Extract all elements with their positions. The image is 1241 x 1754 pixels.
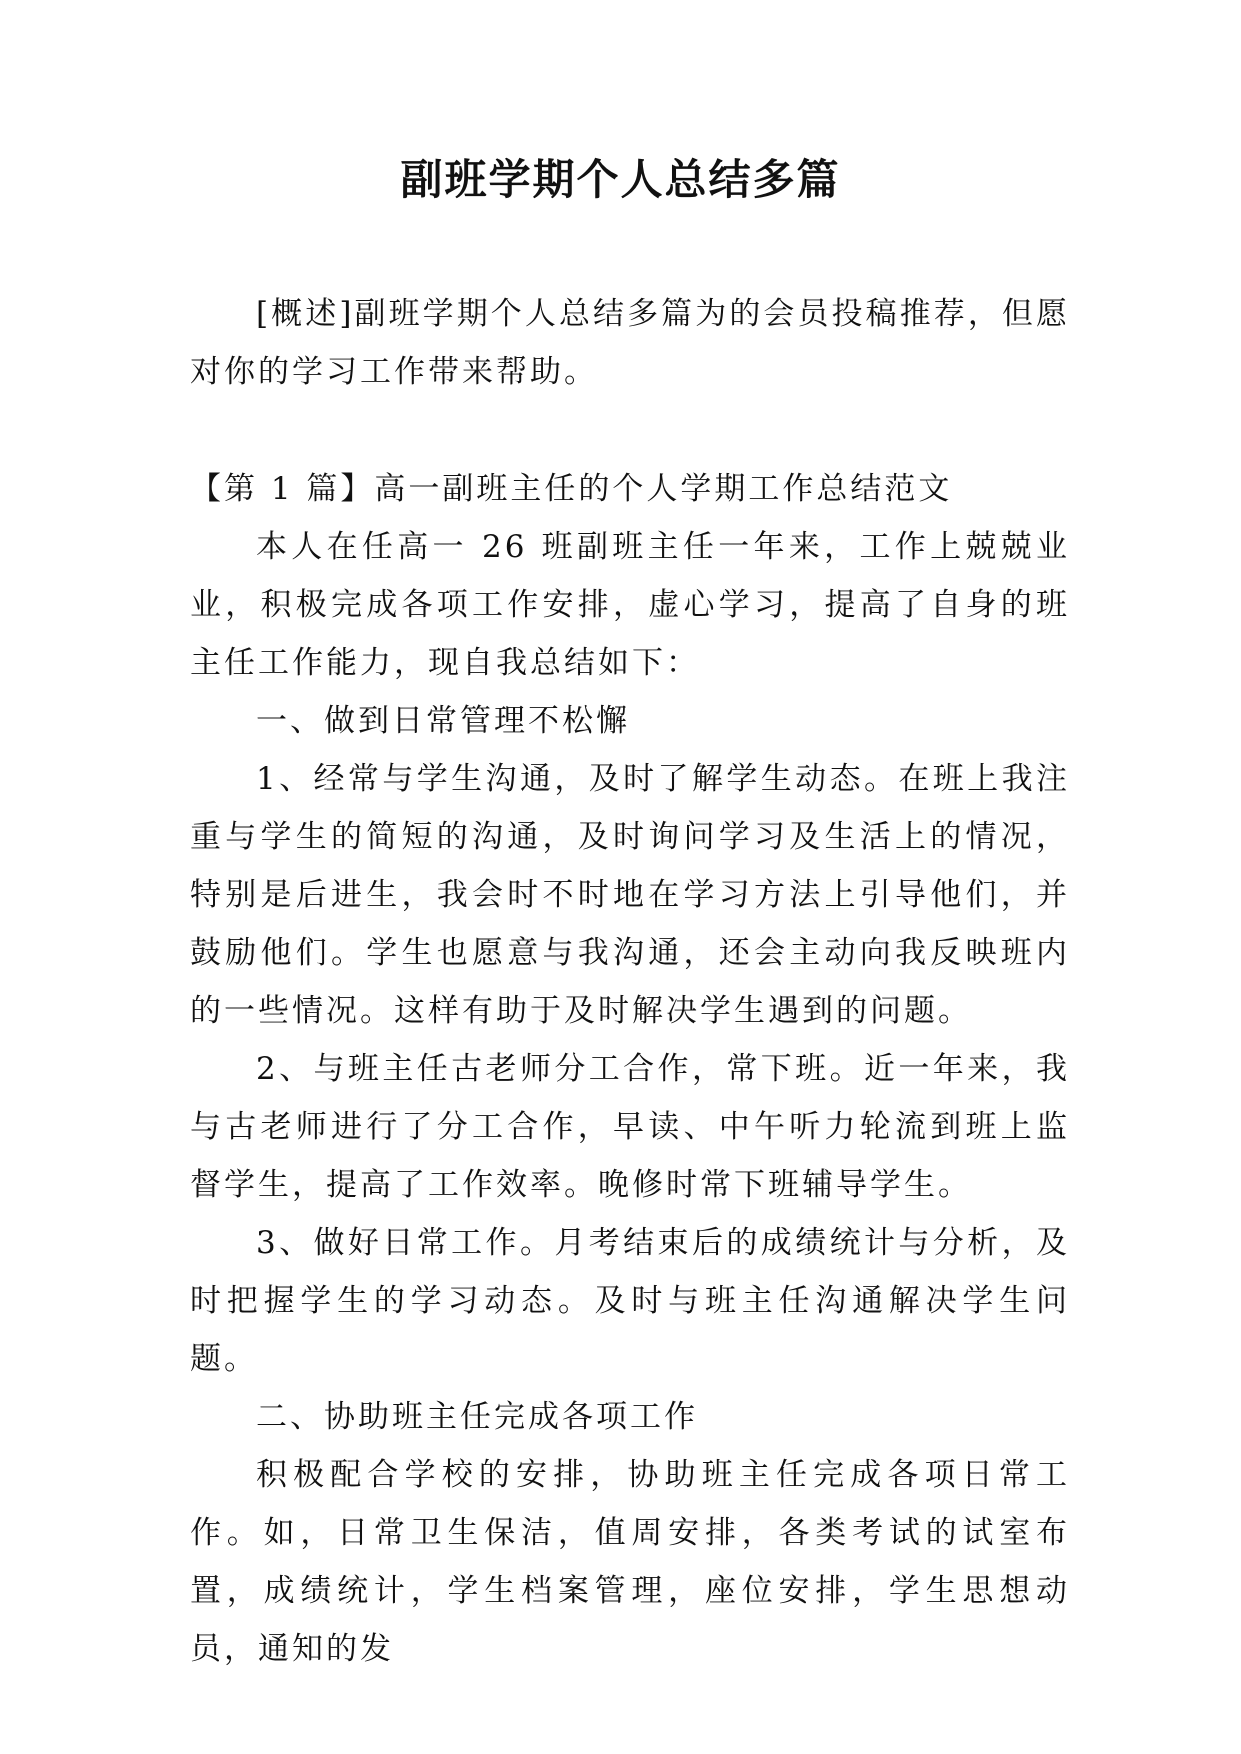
article-heading: 【第 1 篇】高一副班主任的个人学期工作总结范文: [190, 471, 953, 507]
paragraph: 1、经常与学生沟通，及时了解学生动态。在班上我注重与学生的简短的沟通，及时询问学习及生活上的情况，特别是后进生，我会时不时地在学习方法上引导他们，并鼓励他们。学生也愿意与我沟通，还会主动向我反映班内的一些情况。这样有助于及时解决学生遇到的问题。: [190, 761, 1070, 1029]
paragraph: 积极配合学校的安排，协助班主任完成各项日常工作。如，日常卫生保洁，值周安排，各类考试的试室布置，成绩统计，学生档案管理，座位安排，学生思想动员，通知的发: [190, 1457, 1070, 1667]
summary-paragraph: [概述]副班学期个人总结多篇为的会员投稿推荐，但愿对你的学习工作带来帮助。: [190, 296, 1070, 390]
article-body: [190, 460, 1070, 1678]
section-heading: 二、协助班主任完成各项工作: [256, 1399, 698, 1435]
section-heading: 一、做到日常管理不松懈: [256, 703, 630, 739]
paragraph: 本人在任高一 26 班副班主任一年来，工作上兢兢业业，积极完成各项工作安排，虚心学习，提高了自身的班主任工作能力，现自我总结如下：: [190, 529, 1070, 681]
paragraph: 2、与班主任古老师分工合作，常下班。近一年来，我与古老师进行了分工合作，早读、中午听力轮流到班上监督学生，提高了工作效率。晚修时常下班辅导学生。: [190, 1051, 1070, 1203]
document-title: 副班学期个人总结多篇: [400, 155, 841, 204]
summary-block: [190, 285, 1070, 401]
paragraph: 3、做好日常工作。月考结束后的成绩统计与分析，及时把握学生的学习动态。及时与班主任沟通解决学生问题。: [190, 1225, 1070, 1377]
